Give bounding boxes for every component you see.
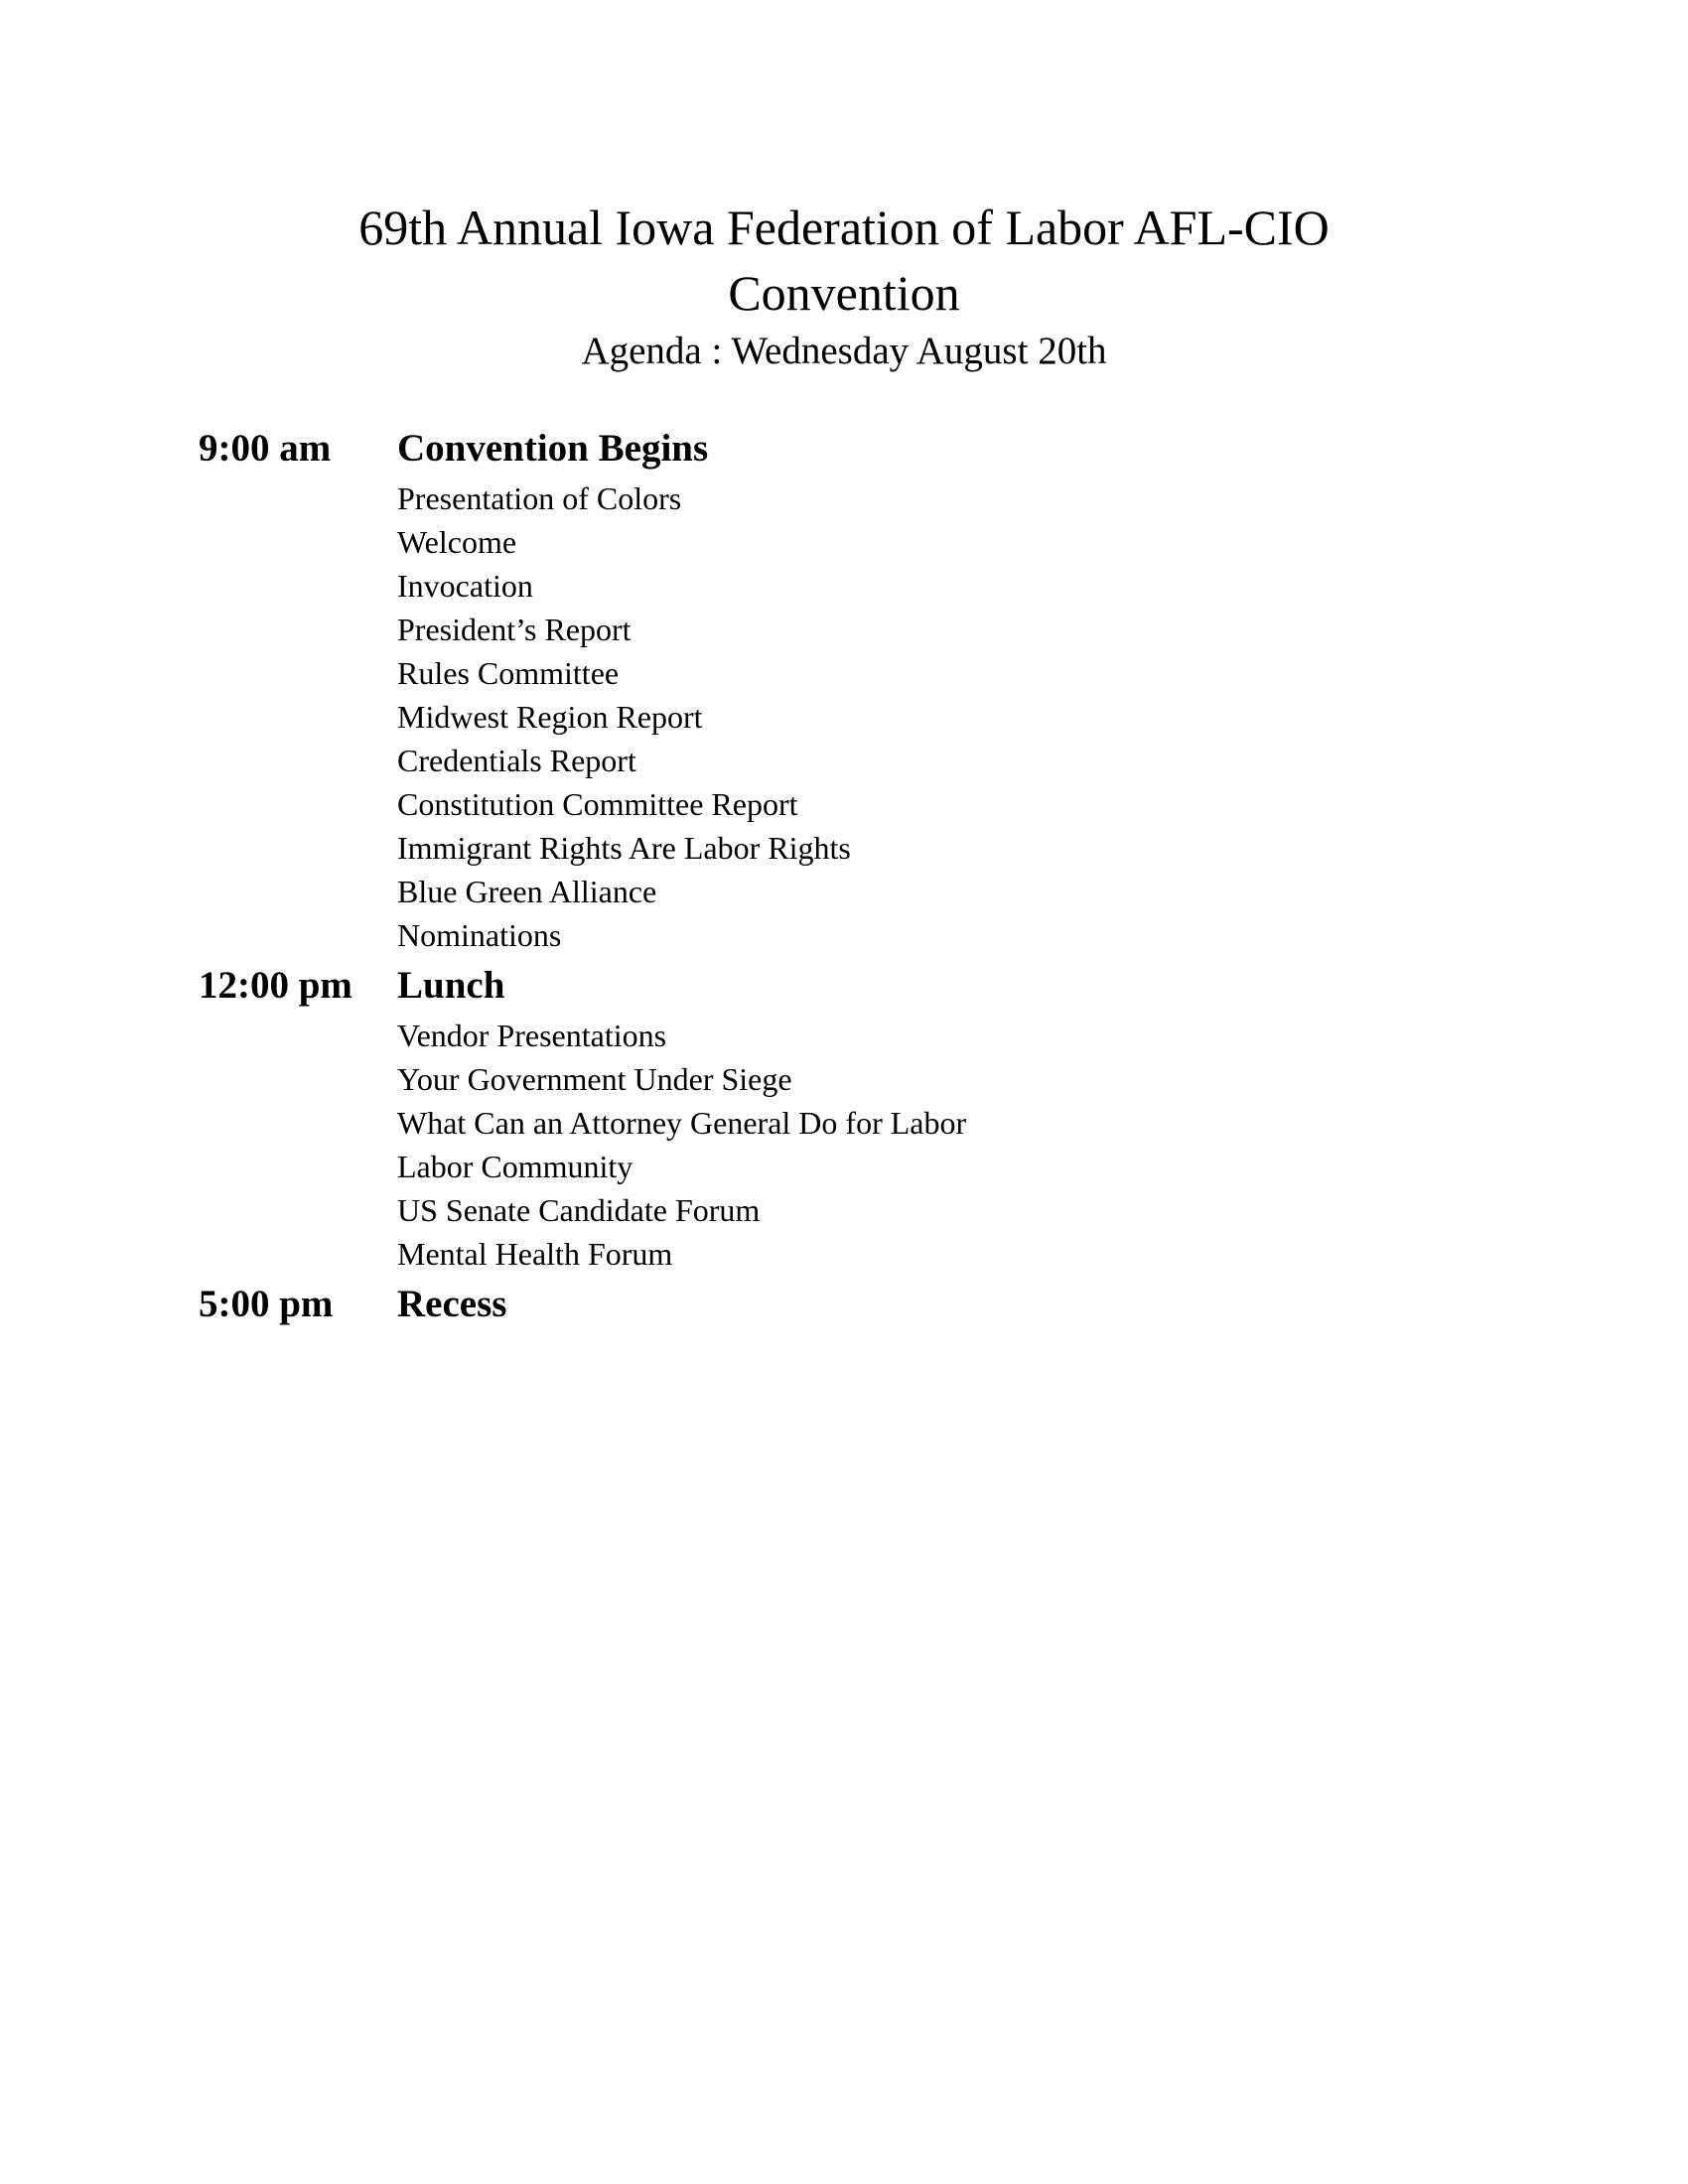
document-title-line-1: 69th Annual Iowa Federation of Labor AFL-CIO: [358, 200, 1330, 255]
agenda-item: Welcome: [397, 524, 517, 560]
agenda-item: What Can an Attorney General Do for Labor: [397, 1105, 967, 1141]
agenda-time: 9:00 am: [199, 427, 332, 470]
agenda-item: Labor Community: [397, 1149, 633, 1184]
agenda-item: Constitution Committee Report: [397, 786, 798, 822]
agenda-time: 12:00 pm: [199, 964, 352, 1007]
agenda-item-list: [199, 477, 1489, 957]
agenda-schedule: [199, 420, 1489, 1332]
agenda-heading: Lunch: [397, 964, 505, 1007]
agenda-section-recess: [199, 1276, 1489, 1332]
agenda-section-header: [199, 1276, 1489, 1332]
agenda-time: 5:00 pm: [199, 1283, 334, 1325]
agenda-heading: Convention Begins: [397, 427, 709, 470]
agenda-item: Rules Committee: [397, 655, 620, 691]
agenda-item: Invocation: [397, 568, 533, 604]
agenda-subtitle: Agenda : Wednesday August 20th: [581, 330, 1107, 372]
agenda-item: US Senate Candidate Forum: [397, 1192, 761, 1228]
agenda-item: Blue Green Alliance: [397, 874, 657, 909]
agenda-item: Immigrant Rights Are Labor Rights: [397, 830, 851, 866]
agenda-section-convention-begins: [199, 420, 1489, 957]
agenda-item: Nominations: [397, 917, 562, 953]
agenda-item: Presentation of Colors: [397, 480, 682, 516]
agenda-item: Vendor Presentations: [397, 1018, 667, 1053]
agenda-section-lunch: [199, 957, 1489, 1276]
agenda-item: Midwest Region Report: [397, 699, 703, 735]
agenda-item: Mental Health Forum: [397, 1236, 673, 1272]
agenda-section-header: [199, 420, 1489, 477]
agenda-section-header: [199, 957, 1489, 1014]
document-title-line-2: Convention: [728, 265, 960, 321]
agenda-item: Credentials Report: [397, 743, 636, 778]
agenda-item-list: [199, 1014, 1489, 1276]
agenda-item: President’s Report: [397, 612, 632, 647]
agenda-item: Your Government Under Siege: [397, 1061, 792, 1097]
agenda-heading: Recess: [397, 1283, 507, 1325]
